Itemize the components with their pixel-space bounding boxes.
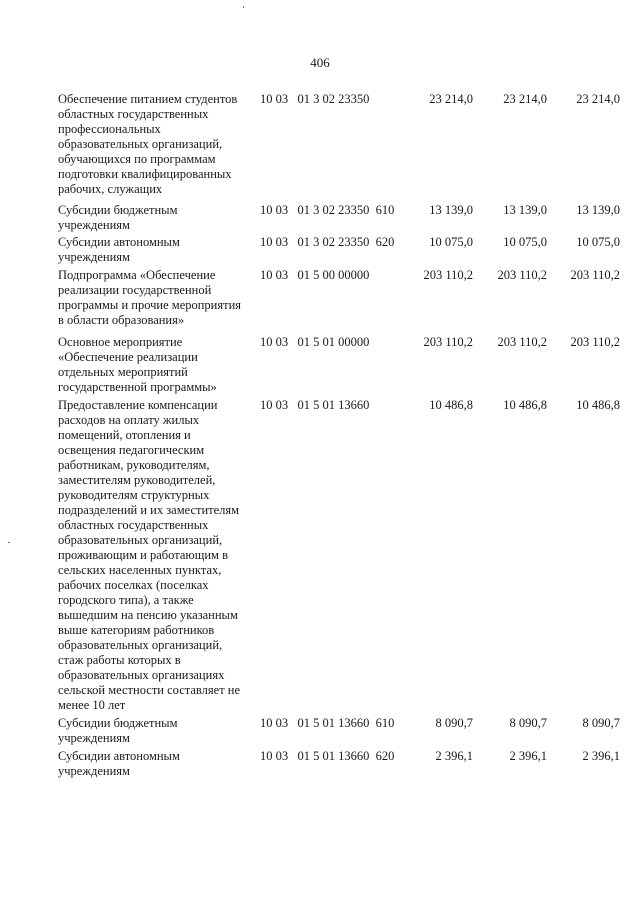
- amount-year-1: 203 110,2: [423, 335, 473, 349]
- budget-classification-code: 10 03 01 3 02 23350: [260, 92, 370, 106]
- budget-classification-code: 10 03 01 5 01 00000: [260, 335, 370, 349]
- page-number: 406: [310, 55, 330, 70]
- amount-year-3: 23 214,0: [576, 92, 620, 106]
- amount-year-1: 13 139,0: [429, 203, 473, 217]
- amount-year-2: 8 090,7: [509, 716, 547, 730]
- row-description: Основное мероприятие «Обеспечение реализации отдельных мероприятий государственной программы»: [58, 335, 217, 394]
- amount-year-2: 23 214,0: [503, 92, 547, 106]
- amount-year-3: 8 090,7: [582, 716, 620, 730]
- budget-classification-code: 10 03 01 3 02 23350 620: [260, 235, 395, 249]
- amount-year-3: 203 110,2: [570, 335, 620, 349]
- budget-classification-code: 10 03 01 3 02 23350 610: [260, 203, 395, 217]
- amount-year-3: 10 486,8: [576, 398, 620, 412]
- budget-classification-code: 10 03 01 5 01 13660 620: [260, 749, 395, 763]
- amount-year-3: 2 396,1: [582, 749, 620, 763]
- row-description: Субсидии бюджетным учреждениям: [58, 203, 178, 232]
- row-description: Предоставление компенсации расходов на оплату жилых помещений, отопления и освещения педагогическим работникам, руководителям, заместителям руководителей, руководителям структурных подразделений и их заместителям областных государственных образовательных организаций, проживающим и работающим в сельских населенных пунктах, рабочих поселках (поселках городского типа), а также вышедшим на пенсию указанным выше категориям работников образовательных организаций, стаж работы которых в образовательных организациях сельской местности составляет не менее 10 лет: [58, 398, 241, 712]
- amount-year-2: 2 396,1: [509, 749, 547, 763]
- row-description: Подпрограмма «Обеспечение реализации государственной программы и прочие мероприятия в области образования»: [58, 268, 242, 327]
- amount-year-1: 10 486,8: [429, 398, 473, 412]
- amount-year-2: 13 139,0: [503, 203, 547, 217]
- amount-year-2: 203 110,2: [497, 335, 547, 349]
- amount-year-1: 203 110,2: [423, 268, 473, 282]
- amount-year-2: 10 075,0: [503, 235, 547, 249]
- amount-year-1: 8 090,7: [435, 716, 473, 730]
- amount-year-3: 10 075,0: [576, 235, 620, 249]
- amount-year-1: 2 396,1: [435, 749, 473, 763]
- row-description: Обеспечение питанием студентов областных государственных профессиональных образовательных организаций, обучающихся по программам подготовки квалифицированных рабочих, служащих: [58, 92, 238, 196]
- row-description: Субсидии автономным учреждениям: [58, 749, 180, 778]
- amount-year-3: 203 110,2: [570, 268, 620, 282]
- budget-classification-code: 10 03 01 5 00 00000: [260, 268, 370, 282]
- row-description: Субсидии автономным учреждениям: [58, 235, 180, 264]
- budget-classification-code: 10 03 01 5 01 13660: [260, 398, 370, 412]
- amount-year-1: 23 214,0: [429, 92, 473, 106]
- amount-year-3: 13 139,0: [576, 203, 620, 217]
- amount-year-2: 10 486,8: [503, 398, 547, 412]
- amount-year-1: 10 075,0: [429, 235, 473, 249]
- amount-year-2: 203 110,2: [497, 268, 547, 282]
- scan-mark-top: [243, 6, 244, 8]
- budget-classification-code: 10 03 01 5 01 13660 610: [260, 716, 395, 730]
- scan-mark-left: [8, 542, 10, 543]
- row-description: Субсидии бюджетным учреждениям: [58, 716, 178, 745]
